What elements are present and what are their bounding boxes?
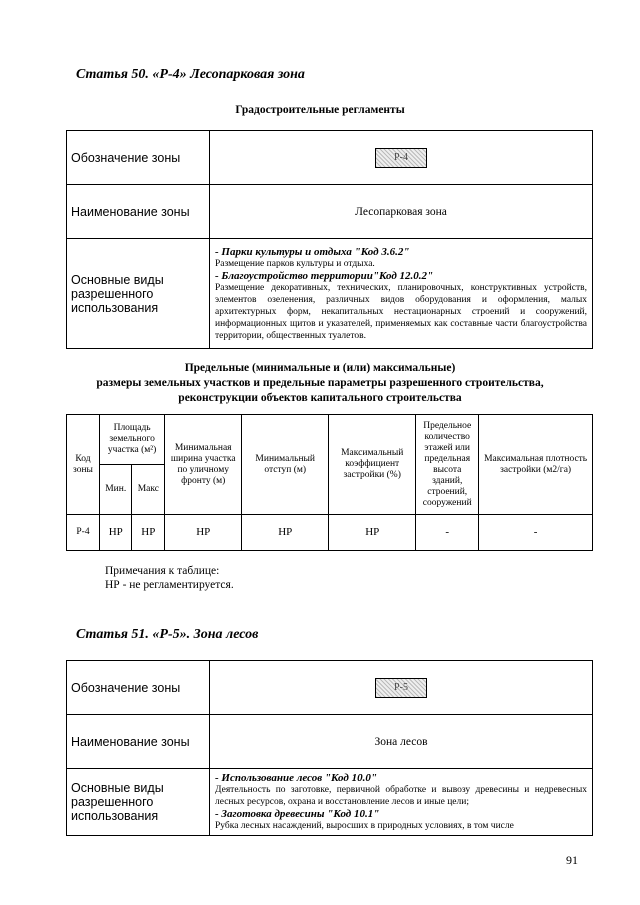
header-floors: Предельное количество этажей или предельная высота зданий, строений, сооружений bbox=[416, 415, 479, 515]
use-heading: - Заготовка древесины "Код 10.1" bbox=[215, 808, 380, 820]
page-number: 91 bbox=[566, 853, 578, 867]
cell-width: НР bbox=[165, 515, 242, 551]
cell-setback: НР bbox=[242, 515, 329, 551]
limits-title-line: реконструкции объектов капитального строительства bbox=[178, 392, 462, 404]
use-heading: - Парки культуры и отдыха "Код 3.6.2" bbox=[215, 245, 410, 258]
header-area: Площадь земельного участка (м²) bbox=[100, 415, 165, 465]
designation-label: Обозначение зоны bbox=[67, 131, 210, 185]
zone-name-label: Наименование зоны bbox=[67, 715, 210, 769]
uses-label: Основные виды разрешенного использования bbox=[67, 239, 210, 349]
cell-density: - bbox=[479, 515, 593, 551]
zone-code-badge: Р-5 bbox=[375, 678, 427, 698]
notes-line: НР - не регламентируется. bbox=[105, 579, 234, 591]
header-density: Максимальная плотность застройки (м2/га) bbox=[479, 415, 593, 515]
cell-min: НР bbox=[100, 515, 132, 551]
uses-label: Основные виды разрешенного использования bbox=[67, 769, 210, 836]
cell-max: НР bbox=[132, 515, 165, 551]
use-description: Деятельность по заготовке, первичной обработке и вывозу древесины и недревесных лесных ресурсов, охрана и восстановление лесов и иные цели; bbox=[215, 785, 587, 807]
zone-code-badge: Р-4 bbox=[375, 148, 427, 168]
header-max: Макс bbox=[132, 465, 165, 515]
designation-label: Обозначение зоны bbox=[67, 661, 210, 715]
use-heading: - Благоустройство территории"Код 12.0.2" bbox=[215, 269, 434, 282]
table-row bbox=[67, 515, 593, 551]
designation-cell bbox=[210, 131, 593, 185]
use-heading: - Использование лесов "Код 10.0" bbox=[215, 772, 377, 784]
uses-list bbox=[210, 239, 593, 349]
header-setback: Минимальный отступ (м) bbox=[242, 415, 329, 515]
limits-title bbox=[0, 361, 640, 406]
notes-title: Примечания к таблице: bbox=[105, 565, 220, 577]
header-width: Минимальная ширина участка по уличному фронту (м) bbox=[165, 415, 242, 515]
limits-title-line: Предельные (минимальные и (или) максимальные) bbox=[184, 362, 456, 374]
header-min: Мин. bbox=[100, 465, 132, 515]
header-code: Код зоны bbox=[67, 415, 100, 515]
zone-name-label: Наименование зоны bbox=[67, 185, 210, 239]
uses-list bbox=[210, 769, 593, 836]
use-description: Рубка лесных насаждений, выросших в природных условиях, в том числе bbox=[215, 821, 514, 831]
cell-floors: - bbox=[416, 515, 479, 551]
article-51-title: Статья 51. «Р-5». Зона лесов bbox=[76, 627, 259, 642]
zone-r4-table bbox=[66, 130, 593, 349]
limits-title-line: размеры земельных участков и предельные параметры разрешенного строительства, bbox=[96, 377, 544, 389]
designation-cell bbox=[210, 661, 593, 715]
cell-coverage: НР bbox=[329, 515, 416, 551]
limits-table bbox=[66, 414, 593, 551]
article-50-title: Статья 50. «Р-4» Лесопарковая зона bbox=[76, 67, 305, 82]
table-notes bbox=[105, 564, 234, 592]
cell-code: Р-4 bbox=[67, 515, 100, 551]
use-description: Размещение парков культуры и отдыха. bbox=[215, 258, 375, 269]
zone-name-value: Зона лесов bbox=[210, 715, 593, 769]
regulations-subtitle: Градостроительные регламенты bbox=[235, 104, 405, 116]
use-description: Размещение декоративных, технических, планировочных, конструктивных устройств, элементов озеленения, различных видов оборудования и оформления, малых архитектурных форм, некапитальных нестационарных строений и сооружений, информационных щитов и указателей, применяемых как составные части благоустройства территории, общественных туалетов. bbox=[215, 282, 587, 341]
zone-r5-table bbox=[66, 660, 593, 836]
header-coverage: Максимальный коэффициент застройки (%) bbox=[329, 415, 416, 515]
zone-name-value: Лесопарковая зона bbox=[210, 185, 593, 239]
